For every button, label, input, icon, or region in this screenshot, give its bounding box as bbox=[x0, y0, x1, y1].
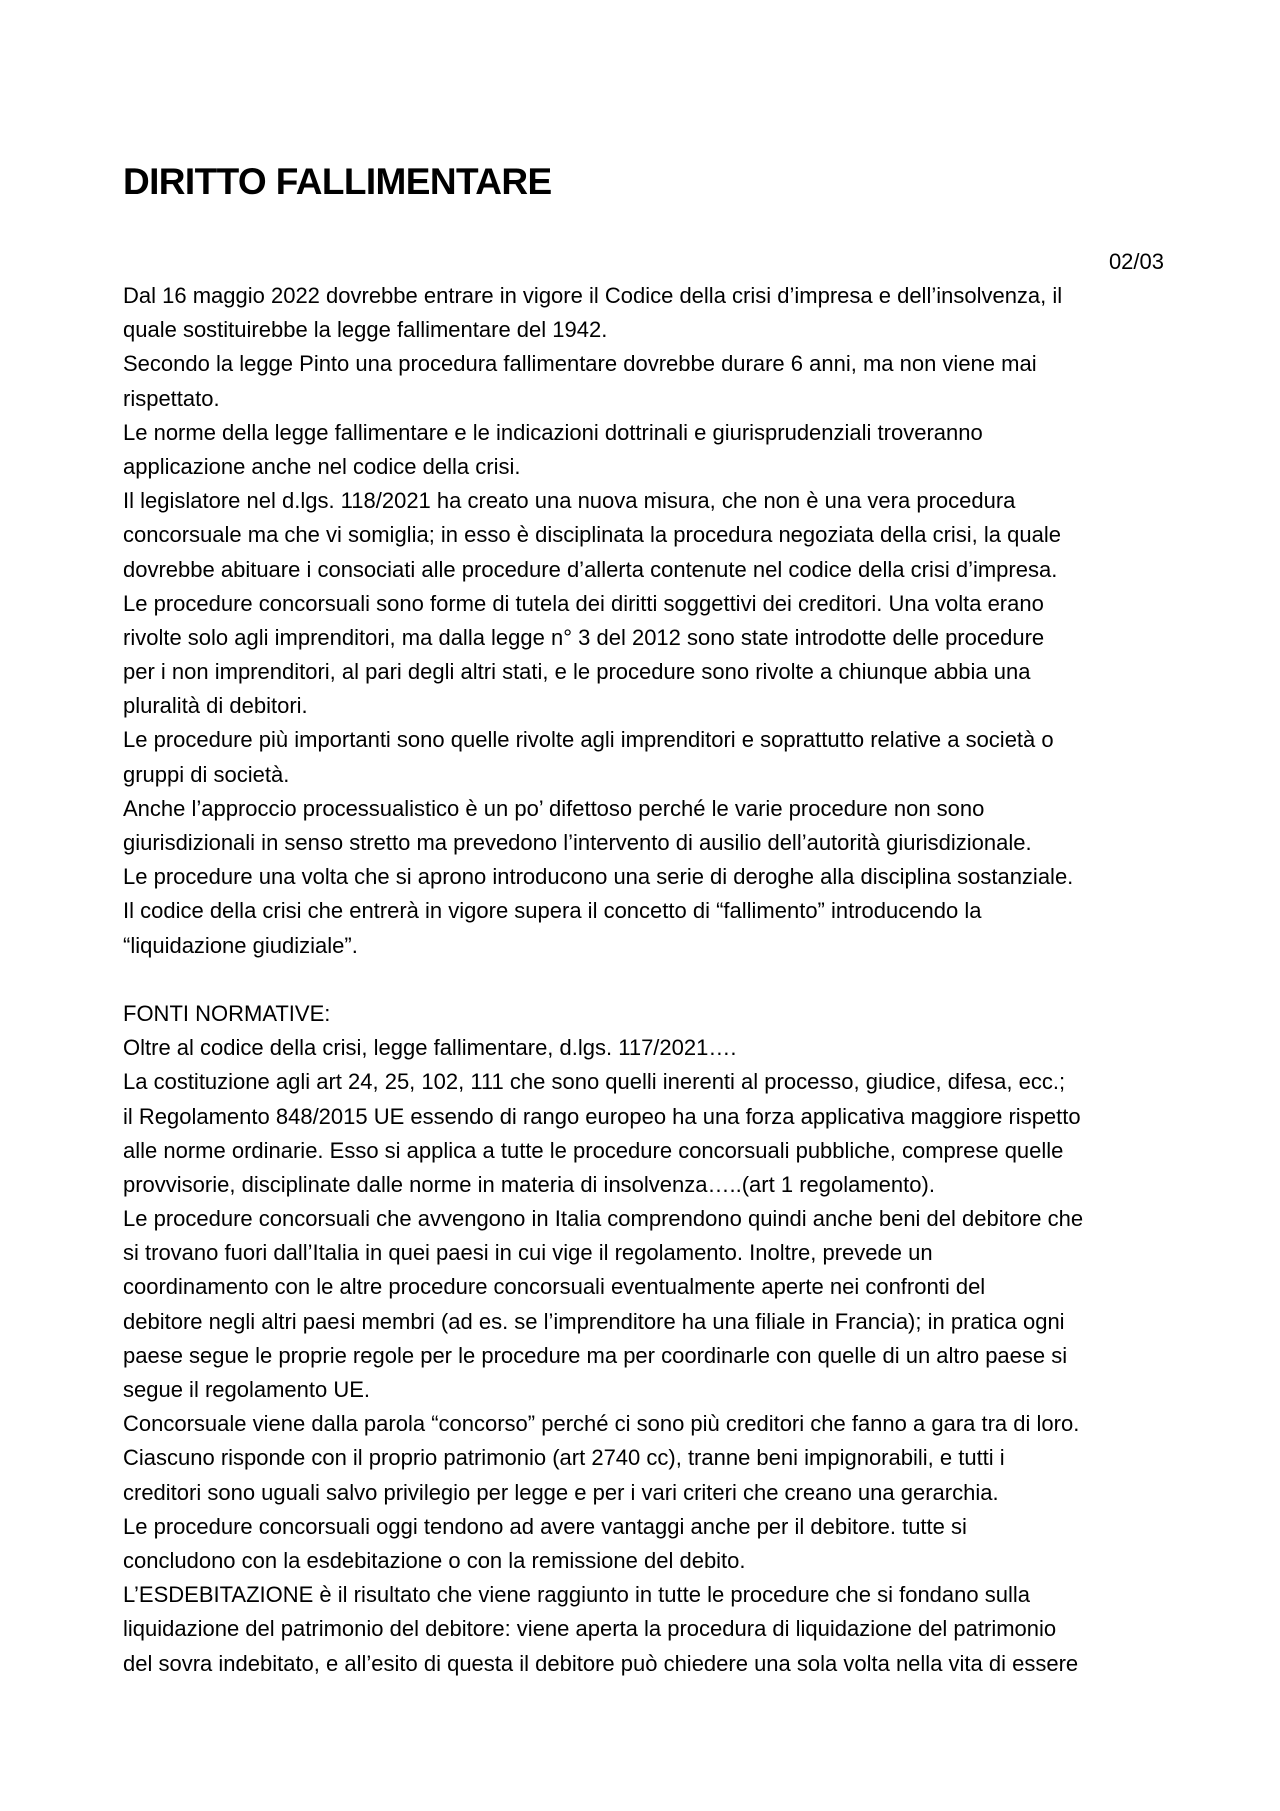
text-line: dovrebbe abituare i consociati alle procedure d’allerta contenute nel codice della crisi d’impresa. bbox=[123, 556, 1058, 582]
text-line: Secondo la legge Pinto una procedura fallimentare dovrebbe durare 6 anni, ma non viene mai bbox=[123, 351, 1037, 377]
paragraph bbox=[123, 279, 1173, 347]
paragraph bbox=[123, 792, 1173, 860]
blank-line bbox=[123, 963, 1173, 997]
text-line: il Regolamento 848/2015 UE essendo di rango europeo ha una forza applicativa maggiore rispetto bbox=[123, 1103, 1081, 1129]
text-line: provvisorie, disciplinate dalle norme in materia di insolvenza…..(art 1 regolamento). bbox=[123, 1171, 935, 1197]
paragraph bbox=[123, 587, 1173, 724]
paragraph bbox=[123, 1407, 1173, 1510]
text-line: Il legislatore nel d.lgs. 118/2021 ha creato una nuova misura, che non è una vera procedura bbox=[123, 488, 1016, 514]
intro-section bbox=[123, 279, 1173, 963]
text-line: alle norme ordinarie. Esso si applica a tutte le procedure concorsuali pubbliche, comprese quelle bbox=[123, 1137, 1064, 1163]
text-line: coordinamento con le altre procedure concorsuali eventualmente aperte nei confronti del bbox=[123, 1274, 986, 1300]
text-line: debitore negli altri paesi membri (ad es. se l’imprenditore ha una filiale in Francia); in pratica ogni bbox=[123, 1308, 1065, 1334]
text-line: “liquidazione giudiziale”. bbox=[123, 932, 358, 958]
text-line: rispettato. bbox=[123, 385, 220, 411]
paragraph bbox=[123, 1202, 1173, 1407]
paragraph bbox=[123, 1578, 1173, 1681]
text-line: rivolte solo agli imprenditori, ma dalla legge n° 3 del 2012 sono state introdotte delle procedure bbox=[123, 624, 1045, 650]
text-line: applicazione anche nel codice della crisi. bbox=[123, 453, 521, 479]
text-line: giurisdizionali in senso stretto ma prevedono l’intervento di ausilio dell’autorità giurisdizionale. bbox=[123, 830, 1032, 855]
text-line: si trovano fuori dall’Italia in quei paesi in cui vige il regolamento. Inoltre, prevede un bbox=[123, 1240, 933, 1266]
paragraph bbox=[123, 484, 1173, 587]
paragraph bbox=[123, 894, 1173, 962]
text-line: quale sostituirebbe la legge fallimentare del 1942. bbox=[123, 317, 608, 343]
text-line: del sovra indebitato, e all’esito di questa il debitore può chiedere una sola volta nella vita di essere bbox=[123, 1650, 1079, 1676]
text-line: paese segue le proprie regole per le procedure ma per coordinarle con quelle di un altro paese si bbox=[123, 1342, 1068, 1368]
paragraph bbox=[123, 1065, 1173, 1099]
text-line: L’ESDEBITAZIONE è il risultato che viene raggiunto in tutte le procedure che si fondano sulla bbox=[123, 1582, 1030, 1608]
document-date: 02/03 bbox=[1108, 249, 1164, 274]
text-line: segue il regolamento UE. bbox=[123, 1377, 371, 1402]
text-line: concludono con la esdebitazione o con la remissione del debito. bbox=[123, 1547, 746, 1573]
paragraph bbox=[123, 1100, 1173, 1203]
text-line: La costituzione agli art 24, 25, 102, 111 che sono quelli inerenti al processo, giudice, difesa, ecc.; bbox=[123, 1069, 1066, 1095]
text-line: Ciascuno risponde con il proprio patrimonio (art 2740 cc), tranne beni impignorabili, e tutti i bbox=[123, 1445, 1005, 1471]
text-line: Le procedure concorsuali che avvengono in Italia comprendono quindi anche beni del debitore che bbox=[123, 1206, 1084, 1232]
paragraph bbox=[123, 416, 1173, 484]
paragraph bbox=[123, 723, 1173, 791]
text-line: Concorsuale viene dalla parola “concorso” perché ci sono più creditori che fanno a gara tra di loro. bbox=[123, 1411, 1080, 1437]
text-line: Anche l’approccio processualistico è un po’ difettoso perché le varie procedure non sono bbox=[123, 795, 985, 821]
text-line: Le procedure più importanti sono quelle rivolte agli imprenditori e soprattutto relative a società o bbox=[123, 727, 1054, 753]
document-title: DIRITTO FALLIMENTARE bbox=[123, 161, 552, 202]
text-line: Le procedure una volta che si aprono introducono una serie di deroghe alla disciplina sostanziale. bbox=[123, 864, 1074, 890]
text-line: Le procedure concorsuali sono forme di tutela dei diritti soggettivi dei creditori. Una volta erano bbox=[123, 590, 1044, 616]
text-line: liquidazione del patrimonio del debitore: viene aperta la procedura di liquidazione del patrimonio bbox=[123, 1616, 1057, 1642]
paragraph bbox=[123, 347, 1173, 415]
text-line: Oltre al codice della crisi, legge fallimentare, d.lgs. 117/2021…. bbox=[123, 1035, 737, 1061]
fonti-heading bbox=[123, 997, 1173, 1031]
document-body bbox=[123, 279, 1173, 1681]
text-line: Le norme della legge fallimentare e le indicazioni dottrinali e giurisprudenziali troveranno bbox=[123, 419, 983, 445]
fonti-section bbox=[123, 1031, 1173, 1681]
paragraph bbox=[123, 860, 1173, 894]
text-line: Le procedure concorsuali oggi tendono ad avere vantaggi anche per il debitore. tutte si bbox=[123, 1513, 967, 1539]
text-line: pluralità di debitori. bbox=[123, 693, 308, 719]
text-line: creditori sono uguali salvo privilegio per legge e per i vari criteri che creano una gerarchia. bbox=[123, 1479, 999, 1505]
text-line: Dal 16 maggio 2022 dovrebbe entrare in vigore il Codice della crisi d’impresa e dell’insolvenza, il bbox=[123, 283, 1063, 308]
text-line: Il codice della crisi che entrerà in vigore supera il concetto di “fallimento” introducendo la bbox=[123, 898, 982, 924]
paragraph bbox=[123, 1510, 1173, 1578]
text-line: FONTI NORMATIVE: bbox=[123, 1000, 331, 1026]
paragraph bbox=[123, 1031, 1173, 1065]
text-line: per i non imprenditori, al pari degli altri stati, e le procedure sono rivolte a chiunque abbia una bbox=[123, 659, 1031, 685]
text-line: concorsuale ma che vi somiglia; in esso è disciplinata la procedura negoziata della crisi, la quale bbox=[123, 522, 1061, 548]
text-line: gruppi di società. bbox=[123, 761, 290, 787]
